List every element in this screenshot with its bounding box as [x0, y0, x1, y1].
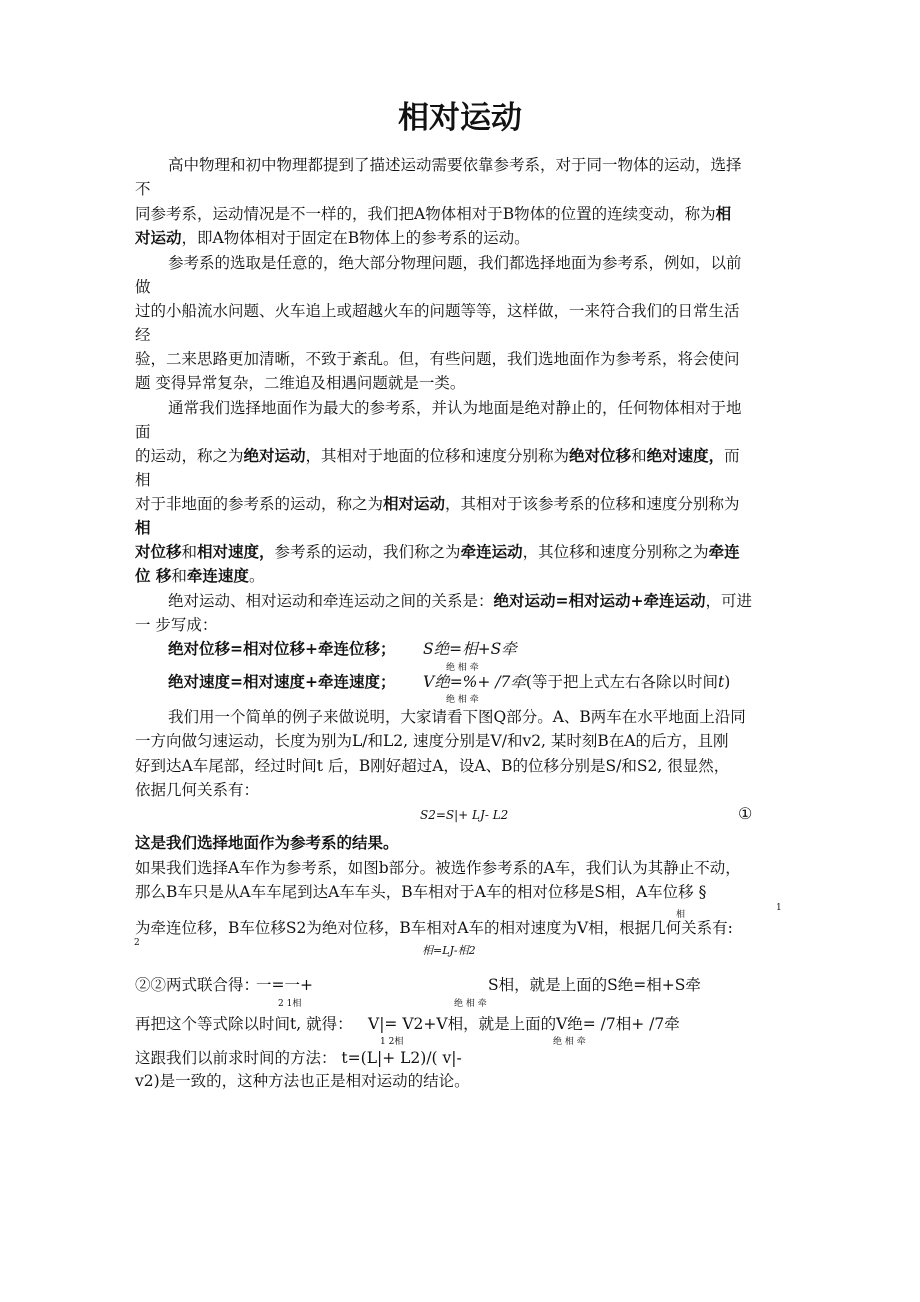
- formula-2-subscript: 绝 相 牵: [446, 695, 479, 705]
- p6-line-4-eq: 相=LJ-相2: [422, 944, 476, 957]
- p2-line-3: 过的小船流水问题、火车追上或超越火车的问题等等，这样做，一来符合我们的日常生活: [135, 302, 740, 320]
- p6-line-8: v2)是一致的，这种方法也正是相对运动的结论。: [135, 1072, 470, 1090]
- p5-line-1: 我们用一个简单的例子来做说明，大家请看下图Q部分。A、B两车在水平地面上沿同: [168, 708, 746, 726]
- bold-term: 绝对运动: [243, 446, 306, 465]
- p5-line-4: 依据几何关系有：: [135, 781, 260, 799]
- text: ，其位移和速度分别称之为: [522, 543, 709, 561]
- bold-term: 绝对位移: [569, 446, 632, 465]
- p1-line-3: [135, 204, 731, 224]
- text: ，其相对于该参考系的位移和速度分别称为: [445, 495, 740, 513]
- p6-line-6-sub1: 1 2相: [380, 1037, 404, 1047]
- text: (等于把上式左右各除以时间: [525, 673, 718, 691]
- p6-line-5a: ②②两式联合得：: [135, 976, 260, 994]
- text: ，即A物体相对于固定在B物体上的参考系的运动。: [181, 229, 530, 247]
- p6-line-3-sub-2: 1: [776, 903, 782, 913]
- p2-line-5: 验，二来思路更加清晰，不致于紊乱。但，有些问题，我们选地面作为参考系，将会使问: [135, 350, 740, 368]
- p3-line-6: 相: [135, 518, 151, 537]
- equation-1-number: ①: [738, 804, 753, 823]
- bold-term: 牵连速度: [186, 566, 249, 585]
- p3-line-1: 通常我们选择地面作为最大的参考系，并认为地面是绝对静止的，任何物体相对于地: [168, 399, 742, 417]
- p2-line-6: 题 变得异常复杂，二维追及相遇问题就是一类。: [135, 374, 466, 392]
- bold-term: 相对运动: [383, 494, 446, 513]
- p3-line-5: [135, 494, 740, 514]
- bold-term: 牵连: [708, 542, 740, 561]
- p6-line-5b: 一=一+: [256, 976, 313, 994]
- p6-line-6a: 再把这个等式除以时间t, 就得：: [135, 1015, 353, 1033]
- p3-line-3: [135, 446, 740, 466]
- p6-line-5c: S相，就是上面的S绝=相+S牵: [488, 976, 701, 994]
- text: ，可进: [705, 592, 753, 610]
- p6-line-6b: V|= V2+V相，就是上面的V绝= /7相+ /7牵: [368, 1015, 680, 1033]
- p6-line-2: 如果我们选择A车作为参考系，如图b部分。被选作参考系的A车，我们认为其静止不动，: [135, 859, 741, 877]
- p2-line-1: 参考系的选取是任意的，绝大部分物理问题，我们都选择地面为参考系，例如，以前: [168, 254, 742, 272]
- p2-line-2: 做: [135, 278, 151, 296]
- p4-line-2: 一 步写成：: [135, 616, 218, 634]
- p1-line-4: [135, 228, 530, 248]
- p6-line-7: 这跟我们以前求时间的方法： t=(L|+ L2)/( v|-: [135, 1049, 462, 1067]
- formula-2: [423, 672, 730, 692]
- bold-term: 对运动: [135, 228, 182, 247]
- formula-1-label: 绝对位移=相对位移+牵连位移；: [168, 639, 396, 658]
- p6-line-3: 那么B车只是从A车车尾到达A车车头，B车相对于A车的相对位移是S相，A车位移 §: [135, 883, 707, 901]
- formula-1: S绝=相+S牵: [423, 640, 517, 658]
- p3-line-4: 相: [135, 471, 151, 489]
- text: 的运动，称之为: [135, 447, 244, 465]
- bold-term: 相: [715, 204, 732, 223]
- text: ): [724, 673, 731, 691]
- text: 对于非地面的参考系的运动，称之为: [135, 495, 384, 513]
- bold-term: 牵连运动: [460, 542, 523, 561]
- formula-2-expr: V绝=%+ /7牵: [423, 673, 526, 691]
- p6-line-4-sub: 2: [134, 938, 140, 948]
- formula-2-label: 绝对速度=相对速度+牵连速度；: [168, 672, 396, 691]
- p4-line-1: [168, 591, 752, 611]
- p6-line-5-sub2: 绝 相 牵: [454, 999, 487, 1009]
- bold-term: 对位移: [135, 542, 182, 561]
- text: 同参考系，运动情况是不一样的，我们把A物体相对于B物体的位置的连续变动，称为: [135, 205, 716, 223]
- equation-1: S2=S|+ LJ- L2: [420, 808, 509, 822]
- p5-line-2: 一方向做匀速运动，长度为别为L/和L2, 速度分别是V/和v2, 某时刻B在A的后方，且刚: [135, 732, 729, 750]
- p3-line-2: 面: [135, 423, 151, 441]
- formula-1-subscript: 绝 相 牵: [446, 663, 479, 673]
- p6-line-4: 为牵连位移，B车位移S2为绝对位移，B车相对A车的相对速度为V相，根据几何关系有:: [135, 919, 733, 937]
- p1-line-1: 高中物理和初中物理都提到了描述运动需要依靠参考系，对于同一物体的运动，选择: [168, 156, 742, 174]
- text: 和: [631, 447, 647, 465]
- page-title: 相对运动: [398, 100, 522, 136]
- variable: t: [717, 673, 725, 691]
- p6-line-3-sub: 相: [676, 910, 686, 920]
- p1-line-2: 不: [135, 180, 151, 198]
- p6-line-6-sub2: 绝 相 牵: [553, 1037, 586, 1047]
- text: ，其相对于地面的位移和速度分别称为: [305, 447, 570, 465]
- bold-term: 位 移: [135, 566, 172, 585]
- text: 。: [248, 567, 265, 585]
- p5-line-3: 好到达A车尾部，经过时间t 后，B刚好超过A，设A、B的位移分别是S/和S2, 很显然，: [135, 757, 730, 775]
- bold-term: 绝对运动=相对运动+牵连运动: [493, 591, 706, 610]
- p2-line-4: 经: [135, 326, 151, 344]
- p6-line-1: 这是我们选择地面作为参考系的结果。: [135, 833, 399, 852]
- bold-term: 绝对速度，: [646, 446, 725, 465]
- p3-line-7: [135, 542, 740, 562]
- text: 而: [724, 447, 740, 465]
- text: 绝对运动、相对运动和牵连运动之间的关系是：: [168, 592, 494, 610]
- text: 参考系的运动，我们称之为: [274, 543, 461, 561]
- text: 和: [181, 543, 198, 561]
- bold-term: 相对速度，: [197, 542, 275, 561]
- p6-line-5-sub1: 2 1相: [278, 999, 302, 1009]
- text: 和: [171, 567, 187, 585]
- p3-line-8: [135, 566, 264, 586]
